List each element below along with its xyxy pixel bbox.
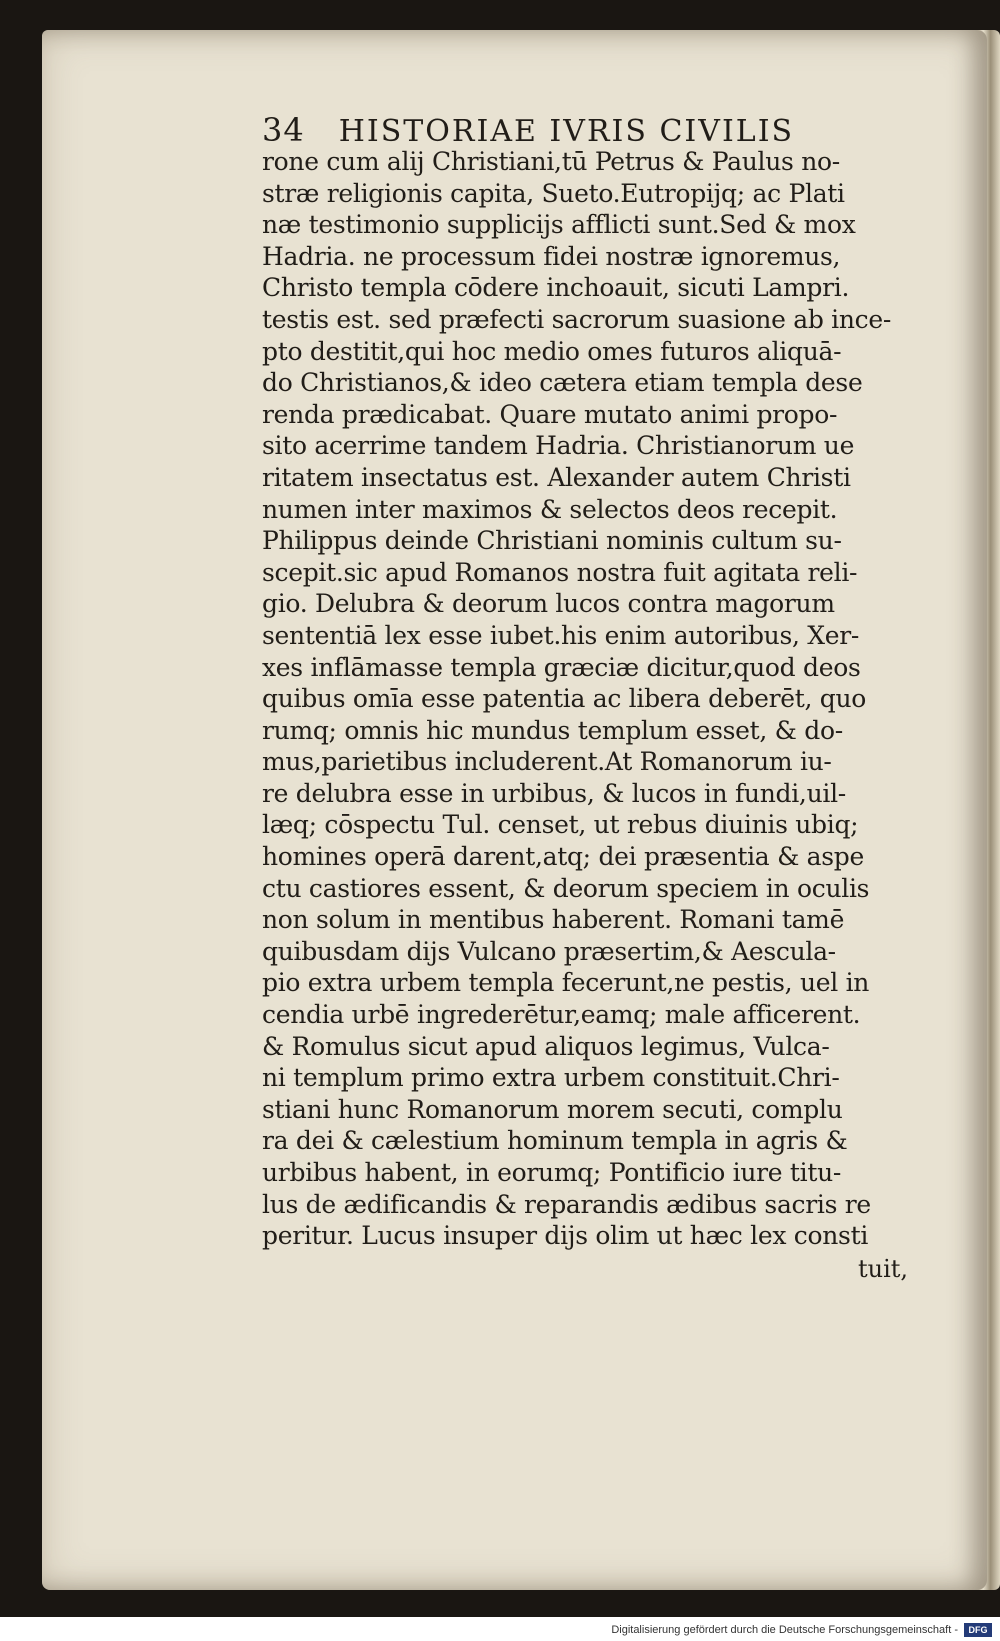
text-line: renda prædicabat. Quare mutato animi propo- — [262, 399, 838, 429]
text-line: læq; cōspectu Tul. censet, ut rebus diuinis ubiq; — [262, 810, 859, 840]
text-line: Christo templa cōdere inchoauit, sicuti Lampri. — [262, 273, 850, 303]
text-line: do Christianos,& ideo cætera etiam templa dese — [262, 368, 863, 398]
page-number: 34 — [262, 111, 305, 149]
text-line: Hadria. ne processum fidei nostræ ignoremus, — [262, 241, 841, 271]
text-line: sito acerrime tandem Hadria. Christianorum ue — [262, 431, 855, 461]
text-line: peritur. Lucus insuper dijs olim ut hæc lex consti — [262, 1221, 869, 1251]
text-line: rone cum alij Christiani,tū Petrus & Paulus no- — [262, 147, 840, 176]
running-title: HISTORIAE IVRIS CIVILIS — [338, 114, 795, 149]
text-line: re delubra esse in urbibus, & lucos in fundi,uil- — [262, 778, 846, 808]
text-line: numen inter maximos & selectos deos recepit. — [262, 494, 838, 524]
text-line: quibusdam dijs Vulcano præsertim,& Aescula- — [262, 936, 836, 966]
text-line: sententiā lex esse iubet.his enim autoribus, Xer- — [262, 620, 860, 650]
funding-notice: Digitalisierung gefördert durch die Deutsche Forschungsgemeinschaft - — [611, 1624, 958, 1636]
text-line: ni templum primo extra urbem constituit.Chri- — [262, 1063, 840, 1093]
text-line: scepit.sic apud Romanos nostra fuit agitata reli- — [262, 557, 858, 587]
text-line: quibus omīa esse patentia ac libera deberēt, quo — [262, 684, 867, 714]
text-line: næ testimonio supplicijs affliсti sunt.Sed & mox — [262, 210, 856, 240]
text-line: rumq; omnis hic mundus templum esset, & do- — [262, 715, 843, 745]
text-line: lus de ædificandis & reparandis ædibus sacris re — [262, 1189, 871, 1219]
text-line: homines operā darent,atq; dei præsentia & aspe — [262, 842, 864, 872]
text-line: ctu castiores essent, & deorum speciem in oculis — [262, 873, 870, 903]
text-line: stiani hunc Romanorum morem secuti, complu — [262, 1094, 843, 1124]
text-line: mus,parietibus includerent.At Romanorum iu- — [262, 747, 832, 777]
body-text — [262, 146, 922, 1252]
text-line: ritatem insectatus est. Alexander autem Christi — [262, 462, 851, 492]
dfg-logo-icon: DFG — [964, 1623, 992, 1637]
text-block — [262, 110, 922, 1252]
text-line: cendia urbē ingrederētur,eamq; male afficerent. — [262, 1000, 861, 1030]
text-line: testis est. sed præfecti sacrorum suasione ab ince- — [262, 304, 892, 334]
text-line: non solum in mentibus haberent. Romani tamē — [262, 905, 845, 935]
text-line: urbibus habent, in eorumq; Pontificio iure titu- — [262, 1158, 842, 1187]
catchword: tuit, — [858, 1255, 909, 1283]
text-line: & Romulus sicut apud aliquos legimus, Vulca- — [262, 1031, 830, 1061]
text-line: ra dei & cælestium hominum templa in agris & — [262, 1126, 848, 1156]
text-line: Philippus deinde Christiani nominis cultum su- — [262, 526, 842, 556]
running-head — [262, 110, 922, 150]
text-line: stræ religionis capita, Sueto.Eutropijq; ac Plati — [262, 178, 845, 208]
footer-bar — [0, 1617, 1000, 1641]
text-line: xes inflāmasse templa græciæ dicitur,quod deos — [262, 652, 861, 682]
text-line: pio extra urbem templa fecerunt,ne pestis, uel in — [262, 968, 870, 998]
text-line: pto destitit,qui hoc medio omes futuros aliquā- — [262, 336, 842, 366]
text-line: gio. Delubra & deorum lucos contra magorum — [262, 589, 835, 619]
